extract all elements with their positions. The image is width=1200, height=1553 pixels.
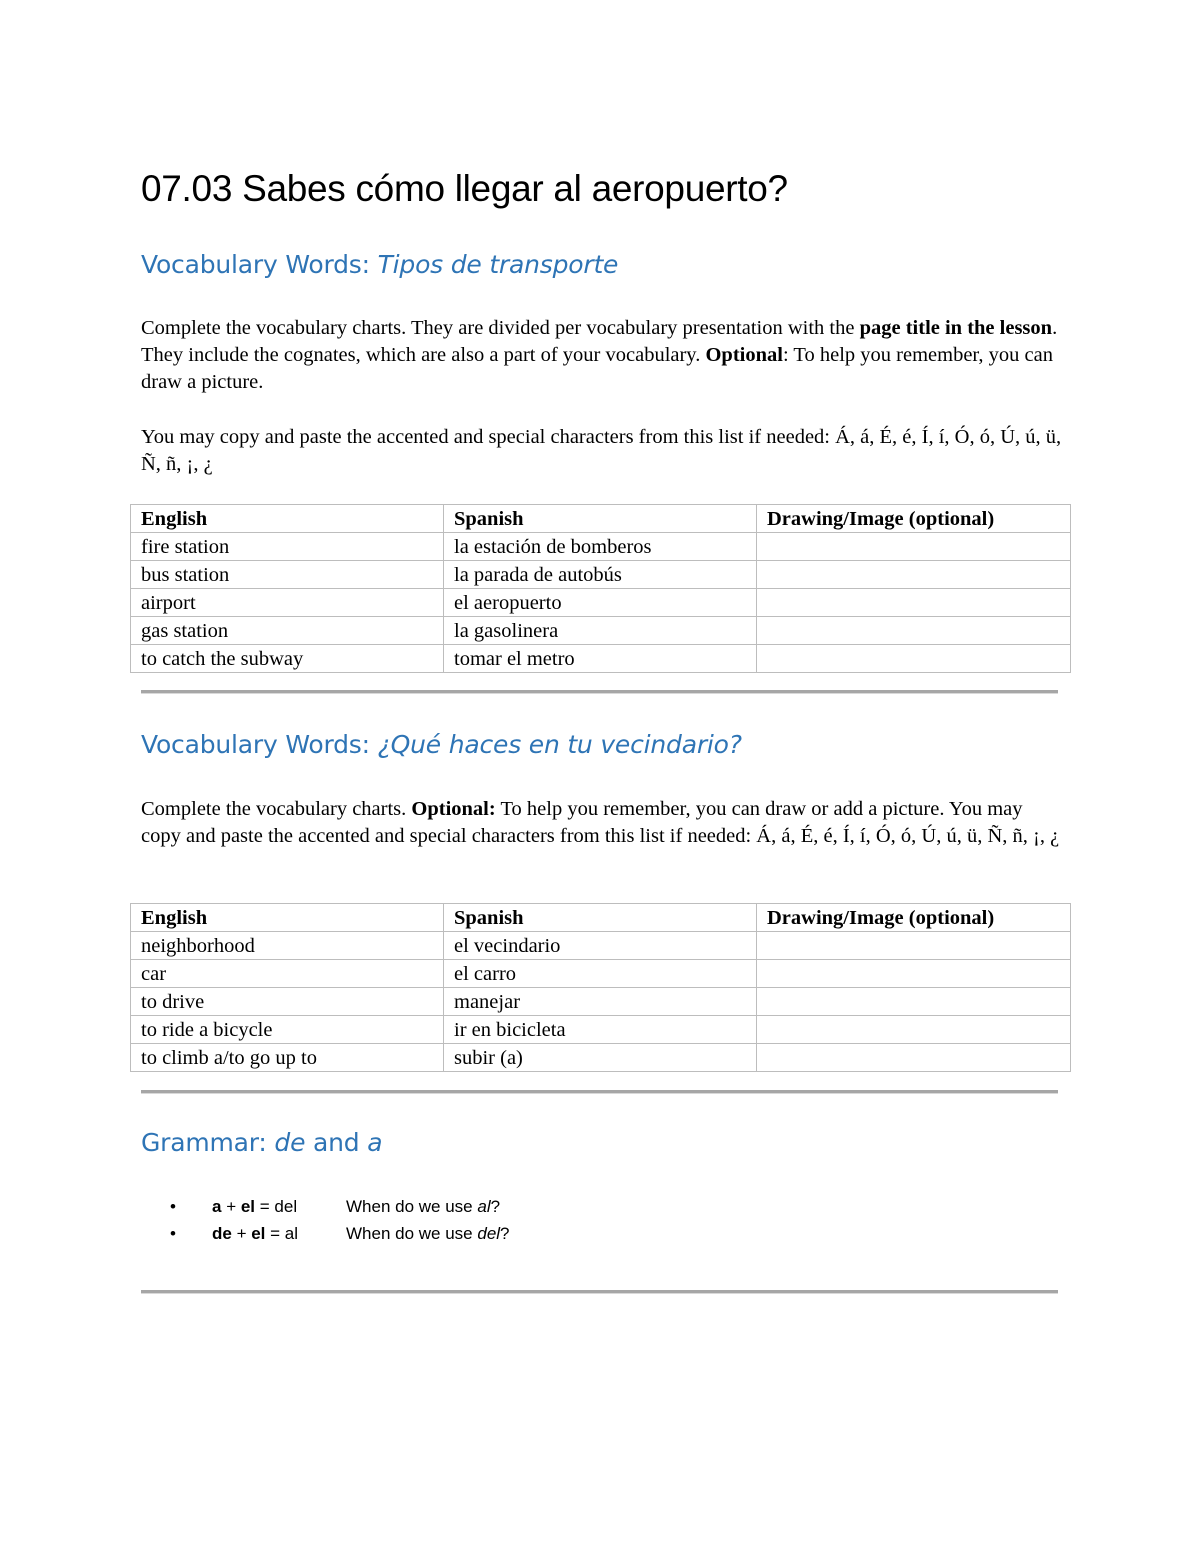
rule-term: el <box>240 1197 256 1216</box>
instructions-bold: Optional <box>705 344 783 366</box>
instructions-text: . They include the cognates, which are also a part of your vocabulary. <box>141 317 1058 366</box>
cell-english: airport <box>131 589 444 617</box>
instructions-text: Complete the vocabulary charts. <box>141 798 412 820</box>
bullet-icon: • <box>170 1197 176 1216</box>
cell-spanish: la estación de bomberos <box>444 533 757 561</box>
instructions-text: Complete the vocabulary charts. They are divided per vocabulary presentation with the <box>141 317 860 339</box>
instructions-bold: Optional: <box>411 798 496 820</box>
instructions-text: : To help you remember, you can draw a picture. <box>141 344 1054 393</box>
cell-drawing[interactable] <box>757 1044 1071 1072</box>
cell-english: car <box>131 960 444 988</box>
instructions-paragraph <box>141 796 1066 850</box>
heading-prefix: Vocabulary Words: <box>141 730 378 759</box>
cell-english: gas station <box>131 617 444 645</box>
section-heading-grammar <box>141 1128 382 1157</box>
cell-spanish: la gasolinera <box>444 617 757 645</box>
cell-spanish: la parada de autobús <box>444 561 757 589</box>
cell-drawing[interactable] <box>757 988 1071 1016</box>
question-text: When do we use <box>346 1224 478 1243</box>
cell-spanish: tomar el metro <box>444 645 757 673</box>
rule-result: = al <box>265 1224 299 1243</box>
grammar-question <box>346 1193 500 1220</box>
instructions-bold: page title in the lesson <box>859 317 1053 339</box>
cell-english: bus station <box>131 561 444 589</box>
rule-term: a <box>212 1197 222 1216</box>
table-row <box>131 1044 1071 1072</box>
cell-drawing[interactable] <box>757 960 1071 988</box>
cell-drawing[interactable] <box>757 932 1071 960</box>
cell-drawing[interactable] <box>757 1016 1071 1044</box>
cell-drawing[interactable] <box>757 533 1071 561</box>
section-heading-transport <box>141 250 618 279</box>
table-header-row <box>131 904 1071 932</box>
header-drawing: Drawing/Image (optional) <box>757 505 1071 533</box>
table-row <box>131 932 1071 960</box>
vocabulary-table-neighborhood <box>130 903 1071 1072</box>
contraction-rule <box>212 1220 298 1247</box>
cell-spanish: manejar <box>444 988 757 1016</box>
table-header-row <box>131 505 1071 533</box>
cell-english: neighborhood <box>131 932 444 960</box>
header-spanish: Spanish <box>444 505 757 533</box>
bullet-icon: • <box>170 1224 176 1243</box>
cell-english: to drive <box>131 988 444 1016</box>
rule-term: de <box>212 1224 232 1243</box>
table-row <box>131 645 1071 673</box>
question-text: When do we use <box>346 1197 478 1216</box>
heading-mid: and <box>305 1128 368 1157</box>
horizontal-divider <box>141 1090 1058 1094</box>
cell-drawing[interactable] <box>757 589 1071 617</box>
question-term: al <box>477 1197 491 1216</box>
cell-drawing[interactable] <box>757 561 1071 589</box>
cell-english: fire station <box>131 533 444 561</box>
table-row <box>131 988 1071 1016</box>
rule-term: el <box>251 1224 266 1243</box>
question-mark: ? <box>500 1224 510 1243</box>
instructions-paragraph <box>141 315 1066 396</box>
rule-plus: + <box>221 1197 241 1216</box>
rule-plus: + <box>231 1224 252 1243</box>
cell-english: to catch the subway <box>131 645 444 673</box>
cell-spanish: subir (a) <box>444 1044 757 1072</box>
instructions-text: To help you remember, you can draw or add a picture. You may copy and paste the accented and special characters from this list if needed: Á, á, É, é, Í, í, Ó, ó, Ú, ú, ü, Ñ, ñ, ¡, ¿ <box>141 798 1060 847</box>
cell-spanish: el vecindario <box>444 932 757 960</box>
cell-english: to ride a bicycle <box>131 1016 444 1044</box>
horizontal-divider <box>141 1290 1058 1294</box>
header-spanish: Spanish <box>444 904 757 932</box>
table-row <box>131 589 1071 617</box>
table-row <box>131 533 1071 561</box>
cell-drawing[interactable] <box>757 617 1071 645</box>
cell-spanish: el carro <box>444 960 757 988</box>
header-english: English <box>131 505 444 533</box>
grammar-question <box>346 1220 510 1247</box>
vocabulary-table-transport <box>130 504 1071 673</box>
page-title: 07.03 Sabes cómo llegar al aeropuerto? <box>141 168 788 209</box>
section-heading-neighborhood <box>141 730 742 759</box>
horizontal-divider <box>141 690 1058 694</box>
heading-italic: de <box>274 1128 306 1157</box>
table-row <box>131 617 1071 645</box>
heading-prefix: Vocabulary Words: <box>141 250 378 279</box>
rule-result: = del <box>255 1197 298 1216</box>
table-row <box>131 1016 1071 1044</box>
characters-note: You may copy and paste the accented and special characters from this list if needed: Á, á, É, é, Í, í, Ó, ó, Ú, ú, ü, Ñ, ñ, ¡, ¿ <box>141 426 1062 475</box>
heading-prefix: Grammar: <box>141 1128 275 1157</box>
header-english: English <box>131 904 444 932</box>
header-drawing: Drawing/Image (optional) <box>757 904 1071 932</box>
heading-italic: Tipos de transporte <box>377 250 619 279</box>
table-row <box>131 960 1071 988</box>
cell-spanish: el aeropuerto <box>444 589 757 617</box>
question-mark: ? <box>490 1197 501 1216</box>
contraction-rule <box>212 1193 297 1220</box>
heading-italic: a <box>367 1128 383 1157</box>
table-row <box>131 561 1071 589</box>
cell-spanish: ir en bicicleta <box>444 1016 757 1044</box>
heading-italic: ¿Qué haces en tu vecindario? <box>377 730 742 759</box>
cell-drawing[interactable] <box>757 645 1071 673</box>
cell-english: to climb a/to go up to <box>131 1044 444 1072</box>
question-term: del <box>477 1224 501 1243</box>
